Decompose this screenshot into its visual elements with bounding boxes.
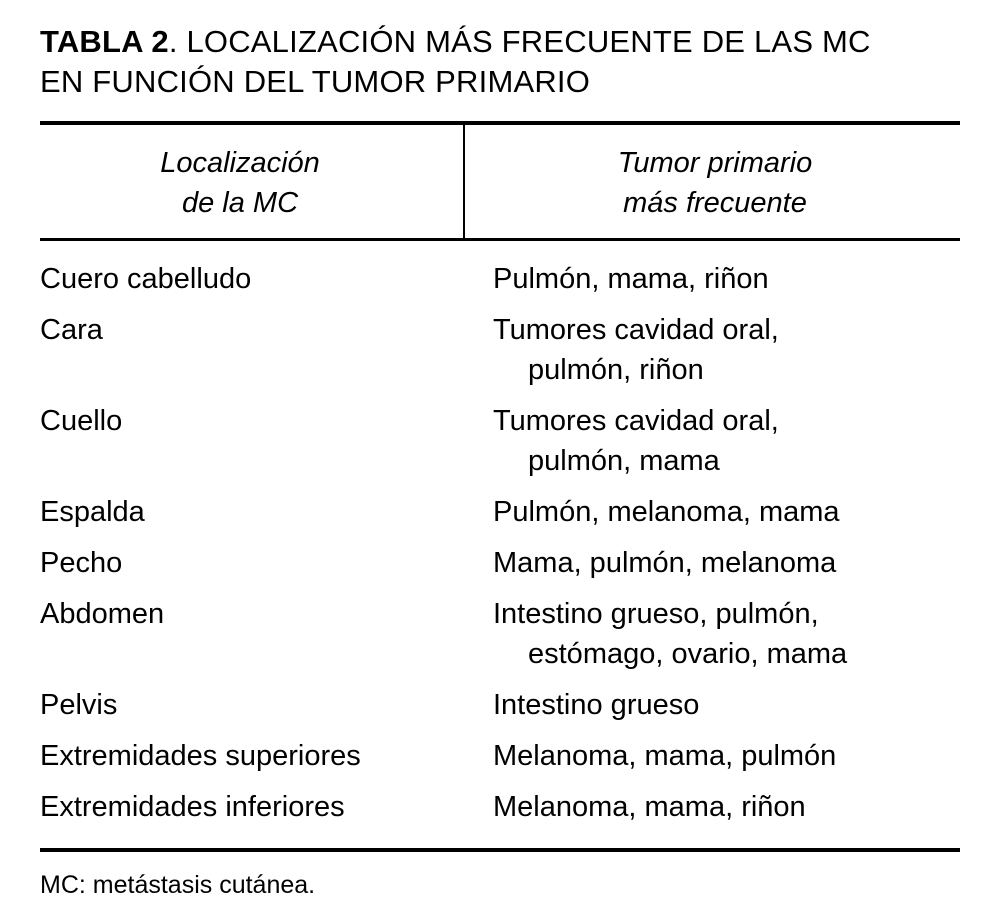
tumor-line: Tumores cavidad oral, (493, 314, 779, 346)
table-row (40, 543, 960, 583)
tumor-line-continued: estómago, ovario, mama (528, 638, 848, 670)
table-row (40, 594, 960, 674)
tumor-cell (493, 492, 960, 532)
title-line-2: EN FUNCIÓN DEL TUMOR PRIMARIO (40, 64, 591, 99)
table-row (40, 787, 960, 827)
table-label: TABLA 2 (40, 24, 169, 59)
tumor-line-continued: pulmón, mama (528, 445, 720, 477)
location-cell: Espalda (40, 496, 145, 528)
title-text: . LOCALIZACIÓN MÁS FRECUENTE DE LAS MC (168, 24, 871, 59)
header-location-line-1: Localización (160, 147, 320, 179)
header-location (40, 143, 440, 223)
tumor-cell (493, 736, 960, 776)
table-title (40, 22, 960, 102)
title-line-1 (40, 22, 960, 62)
tumor-line: Pulmón, melanoma, mama (493, 496, 840, 528)
table-row (40, 310, 960, 390)
location-cell: Pelvis (40, 689, 118, 721)
tumor-cell (493, 787, 960, 827)
location-cell: Cuello (40, 405, 123, 437)
tumor-cell (493, 259, 960, 299)
header-tumor (490, 143, 940, 223)
tumor-line: Intestino grueso, pulmón, (493, 598, 819, 630)
location-cell: Cara (40, 314, 103, 346)
table-row (40, 259, 960, 299)
tumor-line: Melanoma, mama, pulmón (493, 740, 837, 772)
tumor-cell (493, 401, 960, 481)
footnote: MC: metástasis cutánea. (40, 871, 316, 899)
location-cell: Extremidades inferiores (40, 791, 345, 823)
header-tumor-line-2: más frecuente (623, 187, 807, 219)
tumor-line: Intestino grueso (493, 689, 700, 721)
tumor-cell (493, 594, 960, 674)
header-rule (40, 238, 960, 241)
tumor-line: Pulmón, mama, riñon (493, 263, 769, 295)
location-cell: Abdomen (40, 598, 165, 630)
table-row (40, 685, 960, 725)
table-row (40, 492, 960, 532)
tumor-cell (493, 685, 960, 725)
table-body (40, 259, 960, 838)
location-cell: Cuero cabelludo (40, 263, 252, 295)
location-cell: Extremidades superiores (40, 740, 361, 772)
tumor-line: Tumores cavidad oral, (493, 405, 779, 437)
table-row (40, 736, 960, 776)
table-row (40, 401, 960, 481)
top-rule (40, 121, 960, 125)
tumor-line: Melanoma, mama, riñon (493, 791, 806, 823)
header-divider (463, 125, 465, 238)
tumor-cell (493, 310, 960, 390)
header-tumor-line-1: Tumor primario (617, 147, 813, 179)
tumor-line-continued: pulmón, riñon (528, 354, 704, 386)
tumor-line: Mama, pulmón, melanoma (493, 547, 837, 579)
header-location-line-2: de la MC (181, 187, 299, 219)
location-cell: Pecho (40, 547, 123, 579)
bottom-rule (40, 848, 960, 852)
tumor-cell (493, 543, 960, 583)
